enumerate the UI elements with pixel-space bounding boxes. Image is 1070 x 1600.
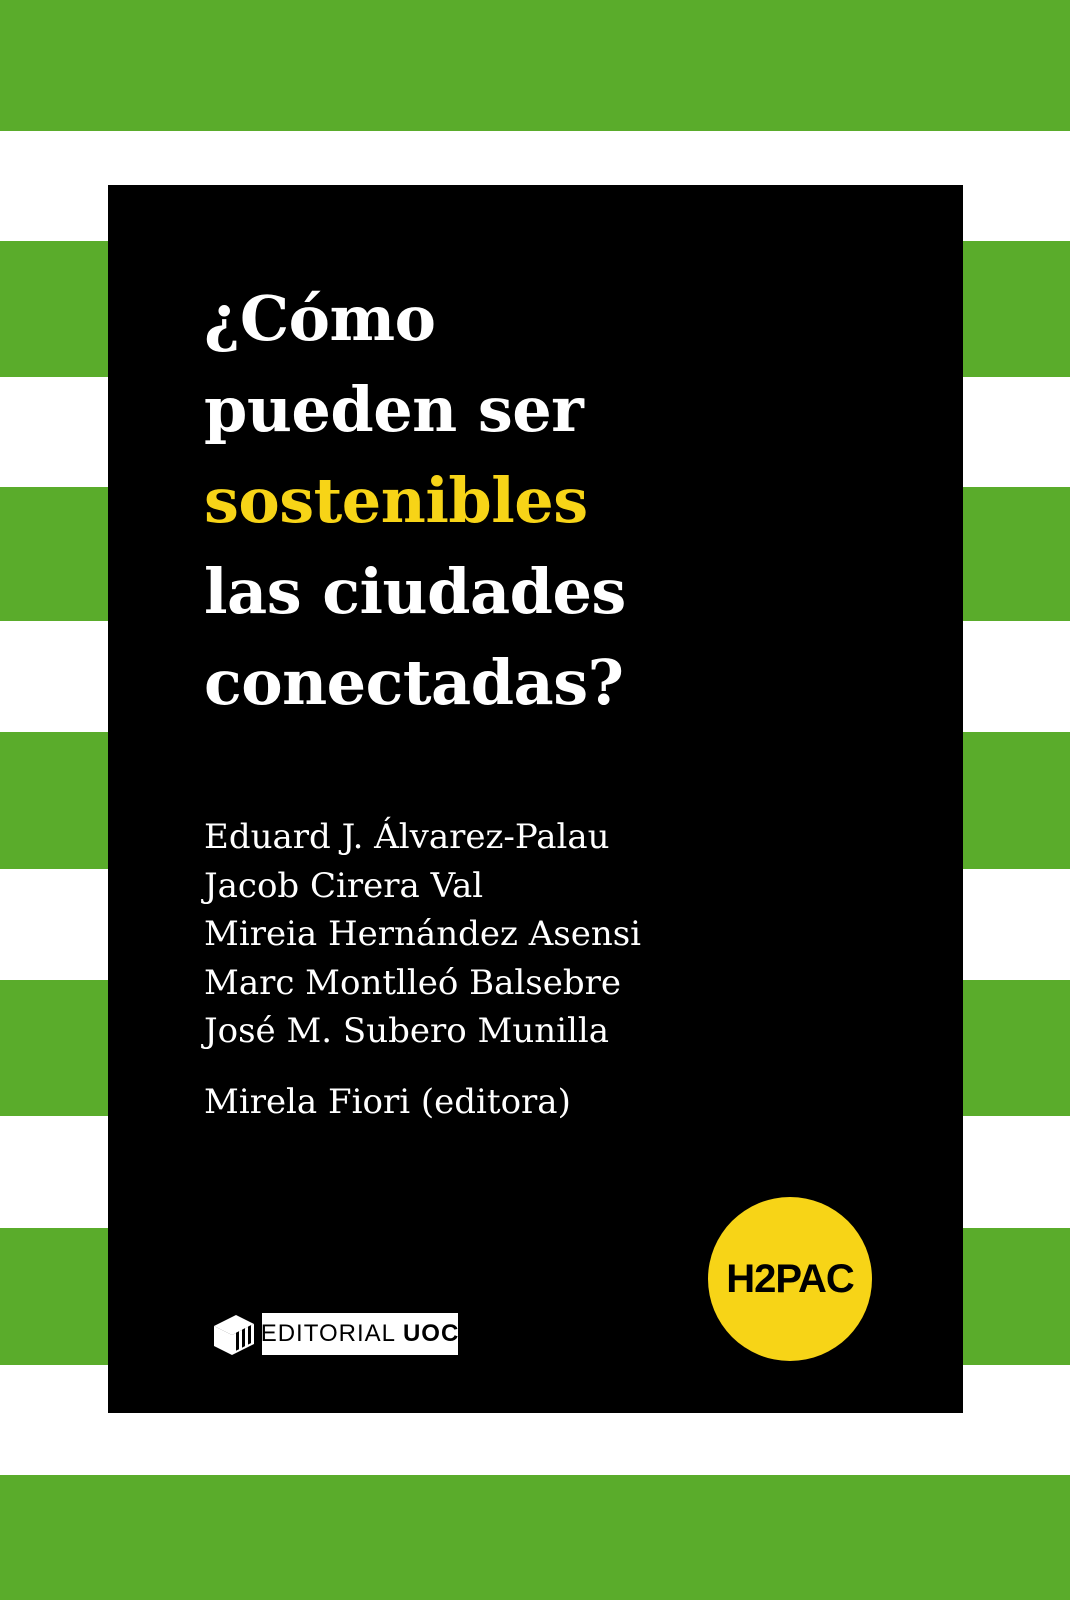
publisher-name bbox=[262, 1313, 458, 1355]
editorial-uoc-logo-icon bbox=[212, 1312, 256, 1356]
author-name: Marc Montlleó Balsebre bbox=[204, 962, 622, 1003]
title-line-highlight: sostenibles bbox=[204, 464, 588, 537]
author-name: Mireia Hernández Asensi bbox=[204, 914, 642, 954]
title-line: ¿Cómo bbox=[204, 282, 436, 355]
author-name: José M. Subero Munilla bbox=[204, 1011, 610, 1051]
book-title bbox=[204, 273, 626, 728]
cover-panel bbox=[108, 185, 963, 1413]
title-line: las ciudades bbox=[204, 555, 626, 628]
series-badge: H2PAC bbox=[708, 1197, 872, 1361]
editor-credit: Mirela Fiori (editora) bbox=[204, 1082, 571, 1122]
green-stripe-1 bbox=[0, 0, 1070, 131]
author-name: Eduard J. Álvarez-Palau bbox=[204, 817, 610, 857]
green-stripe-7 bbox=[0, 1475, 1070, 1600]
publisher-name-light: EDITORIAL bbox=[260, 1320, 396, 1347]
author-list bbox=[204, 813, 641, 1056]
publisher-name-bold: UOC bbox=[402, 1320, 460, 1347]
title-line: pueden ser bbox=[204, 373, 584, 446]
title-line: conectadas? bbox=[204, 646, 624, 719]
author-name: Jacob Cirera Val bbox=[204, 865, 484, 906]
